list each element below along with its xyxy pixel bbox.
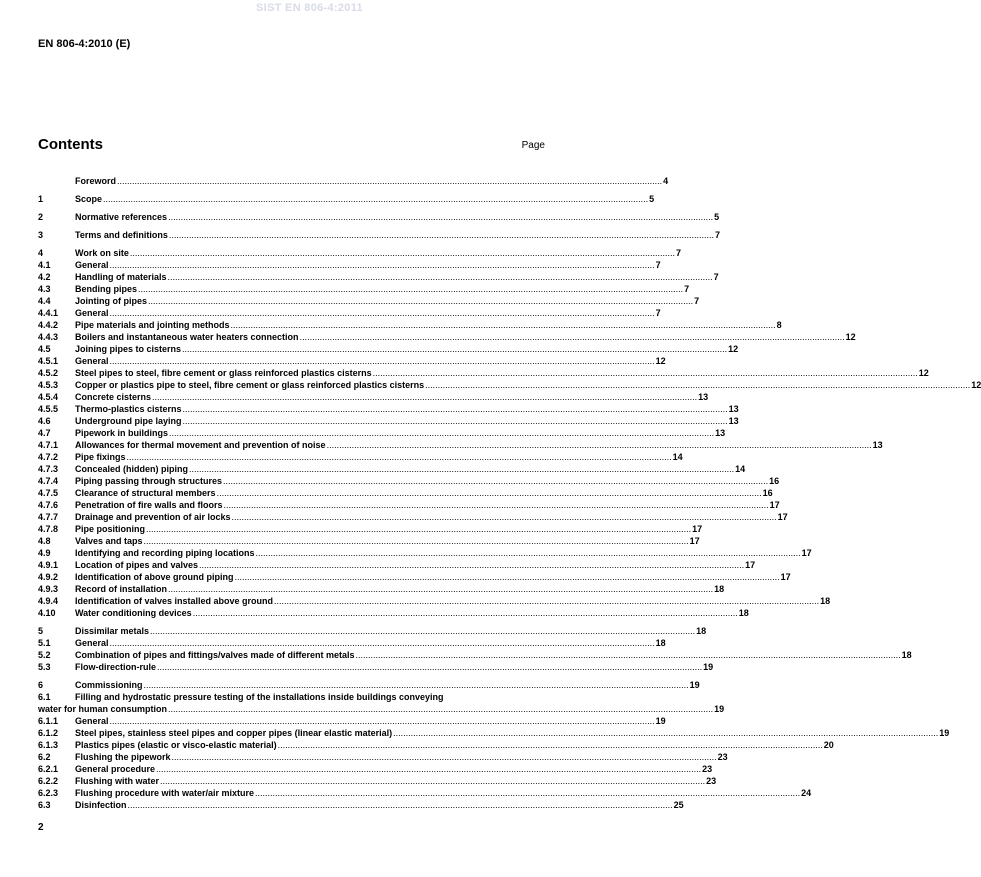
toc-entry[interactable] — [38, 595, 831, 607]
toc-entry-title: Scope — [75, 194, 103, 204]
toc-entry-number: 4.6 — [38, 416, 51, 426]
toc-entry-title: Foreword — [75, 176, 117, 186]
toc-entry-number: 4.2 — [38, 272, 51, 282]
toc-leader-dots: .......................................................................................................................................................................................................................... — [168, 212, 714, 222]
toc-entry-page: 18 — [820, 596, 831, 606]
toc-leader-dots: .......................................................................................................................................................................................................................... — [169, 428, 715, 438]
toc-entry[interactable] — [38, 799, 684, 811]
toc-entry-title: General — [75, 356, 109, 366]
toc-entry-number: 4.4.2 — [38, 320, 59, 330]
toc-entry-title: Thermo-plastics cisterns — [75, 404, 182, 414]
toc-entry-title: Identifying and recording piping locations — [75, 548, 255, 558]
toc-entry-page: 12 — [845, 332, 856, 342]
toc-leader-dots: .......................................................................................................................................................................................................................... — [148, 296, 694, 306]
toc-entry-title: Filling and hydrostatic pressure testing of the installations inside buildings conveying — [75, 692, 444, 702]
toc-leader-dots: .......................................................................................................................................................................................................................... — [182, 404, 728, 414]
toc-entry[interactable] — [38, 391, 709, 403]
toc-entry[interactable] — [38, 451, 683, 463]
toc-leader-dots: .......................................................................................................................................................................................................................... — [146, 524, 692, 534]
toc-entry-number: 4.4.3 — [38, 332, 59, 342]
toc-entry[interactable] — [38, 661, 714, 673]
toc-entry-title: Handling of materials — [75, 272, 167, 282]
toc-entry-title: Concrete cisterns — [75, 392, 152, 402]
toc-entry-page: 24 — [801, 788, 812, 798]
toc-entry-page: 18 — [738, 608, 749, 618]
toc-leader-dots: .......................................................................................................................................................................................................................... — [109, 260, 655, 270]
toc-entry[interactable] — [38, 547, 812, 559]
page-number: 2 — [38, 822, 44, 833]
toc-entry-title: Identification of valves installed above ground — [75, 596, 274, 606]
toc-entry[interactable] — [38, 649, 912, 661]
toc-entry-page: 13 — [872, 440, 883, 450]
toc-entry-page: 13 — [728, 416, 739, 426]
toc-entry-page: 14 — [672, 452, 683, 462]
toc-leader-dots: .......................................................................................................................................................................................................................... — [171, 752, 717, 762]
toc-entry-number: 4.7 — [38, 428, 51, 438]
toc-entry[interactable] — [38, 427, 726, 439]
toc-entry-title: Pipe materials and jointing methods — [75, 320, 230, 330]
toc-entry-title: water for human consumption — [38, 704, 168, 714]
toc-entry[interactable] — [38, 739, 834, 751]
toc-leader-dots: .......................................................................................................................................................................................................................... — [274, 596, 820, 606]
toc-entry-number: 4.9 — [38, 548, 51, 558]
toc-leader-dots: .......................................................................................................................................................................................................................... — [425, 380, 971, 390]
toc-entry[interactable] — [38, 439, 883, 451]
toc-leader-dots: .......................................................................................................................................................................................................................... — [255, 788, 801, 798]
toc-leader-dots: .......................................................................................................................................................................................................................... — [143, 536, 689, 546]
toc-entry-number: 4.7.7 — [38, 512, 59, 522]
toc-entry-number: 4.7.4 — [38, 476, 59, 486]
toc-entry[interactable] — [38, 343, 739, 355]
toc-entry-title: Plastics pipes (elastic or visco-elastic material) — [75, 740, 277, 750]
toc-entry-page: 4 — [663, 176, 669, 186]
toc-entry[interactable] — [38, 175, 669, 187]
toc-leader-dots: .......................................................................................................................................................................................................................... — [109, 356, 655, 366]
toc-entry-number: 4.9.3 — [38, 584, 59, 594]
toc-entry-number: 6.1.2 — [38, 728, 59, 738]
toc-leader-dots: .......................................................................................................................................................................................................................... — [231, 512, 777, 522]
toc-entry-title: General procedure — [75, 764, 156, 774]
toc-entry-title: Penetration of fire walls and floors — [75, 500, 223, 510]
toc-leader-dots: .......................................................................................................................................................................................................................... — [216, 488, 762, 498]
toc-leader-dots: .......................................................................................................................................................................................................................... — [168, 704, 714, 714]
toc-entry[interactable] — [38, 679, 700, 691]
toc-entry-number: 4.7.1 — [38, 440, 59, 450]
toc-entry-page: 23 — [702, 764, 713, 774]
toc-entry-page: 18 — [901, 650, 912, 660]
toc-leader-dots: .......................................................................................................................................................................................................................... — [138, 284, 684, 294]
toc-leader-dots: .......................................................................................................................................................................................................................... — [192, 608, 738, 618]
toc-entry-page: 20 — [823, 740, 834, 750]
toc-entry-page: 12 — [918, 368, 929, 378]
toc-entry-title: Identification of above ground piping — [75, 572, 234, 582]
toc-entry-title: Work on site — [75, 248, 129, 258]
toc-leader-dots: .......................................................................................................................................................................................................................... — [127, 800, 673, 810]
toc-entry-page: 19 — [939, 728, 950, 738]
toc-entry-title: Normative references — [75, 212, 168, 222]
toc-leader-dots: .......................................................................................................................................................................................................................... — [109, 638, 655, 648]
toc-entry-title: Clearance of structural members — [75, 488, 216, 498]
toc-entry-number: 4.7.8 — [38, 524, 59, 534]
toc-entry-page: 5 — [649, 194, 655, 204]
toc-entry[interactable] — [38, 283, 690, 295]
toc-entry-page: 19 — [655, 716, 666, 726]
toc-entry-number: 5 — [38, 626, 44, 636]
toc-leader-dots: .......................................................................................................................................................................................................................... — [157, 662, 703, 672]
toc-entry-number: 6.3 — [38, 800, 51, 810]
toc-entry-number: 4.7.2 — [38, 452, 59, 462]
toc-entry-number: 4.7.5 — [38, 488, 59, 498]
toc-entry-page: 17 — [780, 572, 791, 582]
toc-entry[interactable] — [38, 727, 950, 739]
toc-leader-dots: .......................................................................................................................................................................................................................... — [168, 584, 714, 594]
toc-entry-title: Underground pipe laying — [75, 416, 182, 426]
toc-entry[interactable] — [38, 463, 746, 475]
toc-entry-title: Disinfection — [75, 800, 127, 810]
toc-entry-page: 13 — [715, 428, 726, 438]
toc-entry-number: 5.3 — [38, 662, 51, 672]
toc-entry-number: 4.4.1 — [38, 308, 59, 318]
toc-entry-number: 6 — [38, 680, 44, 690]
toc-entry-title: Valves and taps — [75, 536, 143, 546]
toc-entry-number: 6.2 — [38, 752, 51, 762]
toc-leader-dots: .......................................................................................................................................................................................................................... — [103, 194, 649, 204]
toc-leader-dots: .......................................................................................................................................................................................................................... — [299, 332, 845, 342]
toc-leader-dots: .......................................................................................................................................................................................................................... — [234, 572, 780, 582]
toc-entry-number: 4.9.4 — [38, 596, 59, 606]
toc-entry[interactable] — [38, 247, 681, 259]
toc-entry[interactable] — [38, 229, 720, 241]
toc-leader-dots: .......................................................................................................................................................................................................................... — [355, 650, 901, 660]
toc-entry-page: 13 — [698, 392, 709, 402]
toc-entry-title: Joining pipes to cisterns — [75, 344, 182, 354]
toc-entry-number: 4.7.6 — [38, 500, 59, 510]
toc-entry[interactable] — [38, 307, 661, 319]
toc-entry-title: Record of installation — [75, 584, 168, 594]
toc-entry-page: 13 — [728, 404, 739, 414]
toc-leader-dots: .......................................................................................................................................................................................................................... — [152, 392, 698, 402]
toc-entry-page: 19 — [689, 680, 700, 690]
toc-entry-title: Drainage and prevention of air locks — [75, 512, 231, 522]
toc-entry[interactable] — [38, 211, 720, 223]
toc-entry[interactable] — [38, 523, 703, 535]
toc-entry-page: 18 — [655, 638, 666, 648]
toc-entry-title: Flow-direction-rule — [75, 662, 156, 672]
toc-entry-number: 6.1.1 — [38, 716, 59, 726]
toc-leader-dots: .......................................................................................................................................................................................................................... — [393, 728, 939, 738]
toc-entry-number: 4.10 — [38, 608, 56, 618]
document-id: EN 806-4:2010 (E) — [38, 38, 131, 50]
toc-entry-number: 4.5.4 — [38, 392, 59, 402]
page-column-label: Page — [521, 140, 545, 151]
toc-leader-dots: .......................................................................................................................................................................................................................... — [199, 560, 745, 570]
toc-leader-dots: .......................................................................................................................................................................................................................... — [109, 308, 655, 318]
toc-entry-title: Flushing with water — [75, 776, 160, 786]
toc-entry[interactable] — [38, 259, 661, 271]
toc-entry-number: 1 — [38, 194, 44, 204]
toc-entry-page: 7 — [694, 296, 700, 306]
toc-entry-number: 2 — [38, 212, 44, 222]
toc-leader-dots: .......................................................................................................................................................................................................................... — [326, 440, 872, 450]
toc-entry-title: Allowances for thermal movement and prevention of noise — [75, 440, 326, 450]
toc-entry-title: Terms and definitions — [75, 230, 168, 240]
toc-entry[interactable] — [38, 415, 739, 427]
toc-entry[interactable] — [38, 331, 856, 343]
toc-entry-title: Boilers and instantaneous water heaters connection — [75, 332, 299, 342]
toc-leader-dots: .......................................................................................................................................................................................................................... — [223, 500, 769, 510]
toc-entry[interactable] — [38, 583, 725, 595]
toc-leader-dots: .......................................................................................................................................................................................................................... — [160, 776, 706, 786]
toc-entry-number: 4.5.2 — [38, 368, 59, 378]
toc-entry-page: 23 — [706, 776, 717, 786]
toc-leader-dots: .......................................................................................................................................................................................................................... — [182, 344, 728, 354]
toc-leader-dots: .......................................................................................................................................................................................................................... — [167, 272, 713, 282]
toc-entry-number: 6.1.3 — [38, 740, 59, 750]
table-of-contents — [38, 175, 981, 811]
toc-entry[interactable] — [38, 703, 725, 715]
toc-entry-page: 12 — [728, 344, 739, 354]
toc-entry-page: 19 — [703, 662, 714, 672]
toc-entry-number: 6.2.1 — [38, 764, 59, 774]
toc-entry-title: Pipework in buildings — [75, 428, 169, 438]
toc-entry-page: 12 — [655, 356, 666, 366]
toc-leader-dots: .......................................................................................................................................................................................................................... — [143, 680, 689, 690]
toc-entry-number: 4.9.1 — [38, 560, 59, 570]
toc-entry-page: 17 — [801, 548, 812, 558]
toc-entry-page: 17 — [769, 500, 780, 510]
contents-title: Contents — [38, 136, 103, 153]
toc-entry-title: General — [75, 638, 109, 648]
toc-entry-number: 6.2.3 — [38, 788, 59, 798]
toc-entry[interactable] — [38, 775, 717, 787]
toc-entry-title: Pipe fixings — [75, 452, 126, 462]
toc-entry-page: 19 — [714, 704, 725, 714]
toc-entry[interactable] — [38, 193, 655, 205]
toc-entry[interactable] — [38, 607, 749, 619]
toc-entry-title: Dissimilar metals — [75, 626, 150, 636]
toc-entry[interactable] — [38, 715, 666, 727]
toc-leader-dots: .......................................................................................................................................................................................................................... — [129, 248, 675, 258]
toc-entry-title: Location of pipes and valves — [75, 560, 199, 570]
toc-entry-number: 4.5.5 — [38, 404, 59, 414]
toc-entry-page: 7 — [655, 308, 661, 318]
toc-entry-title: General — [75, 260, 109, 270]
toc-entry-number: 4 — [38, 248, 44, 258]
toc-entry-page: 7 — [675, 248, 681, 258]
toc-entry-number: 4.5 — [38, 344, 51, 354]
toc-entry-title: Steel pipes, stainless steel pipes and copper pipes (linear elastic material) — [75, 728, 393, 738]
toc-entry-page: 17 — [745, 560, 756, 570]
toc-entry-title: Jointing of pipes — [75, 296, 147, 306]
toc-entry-page: 12 — [971, 380, 981, 390]
toc-entry-page: 23 — [717, 752, 728, 762]
toc-entry-number: 5.2 — [38, 650, 51, 660]
toc-entry[interactable] — [38, 271, 719, 283]
toc-entry[interactable] — [38, 295, 700, 307]
toc-entry-title: General — [75, 308, 109, 318]
toc-entry-number: 4.8 — [38, 536, 51, 546]
toc-entry[interactable] — [38, 691, 545, 703]
toc-entry-title: Copper or plastics pipe to steel, fibre cement or glass reinforced plastics cisterns — [75, 380, 425, 390]
watermark: SIST EN 806-4:2011 — [256, 2, 363, 14]
toc-leader-dots: .......................................................................................................................................................................................................................... — [156, 764, 702, 774]
toc-entry-number: 6.2.2 — [38, 776, 59, 786]
toc-leader-dots: .......................................................................................................................................................................................................................... — [117, 176, 663, 186]
toc-entry[interactable] — [38, 355, 666, 367]
toc-entry-title: Piping passing through structures — [75, 476, 223, 486]
toc-entry-title: Flushing procedure with water/air mixture — [75, 788, 255, 798]
toc-entry[interactable] — [38, 559, 756, 571]
toc-entry[interactable] — [38, 319, 782, 331]
toc-entry-title: Steel pipes to steel, fibre cement or glass reinforced plastics cisterns — [75, 368, 372, 378]
toc-entry-number: 4.3 — [38, 284, 51, 294]
toc-entry-number: 4.7.3 — [38, 464, 59, 474]
toc-entry-page: 7 — [713, 272, 719, 282]
toc-entry-page: 5 — [714, 212, 720, 222]
toc-entry-page: 25 — [673, 800, 684, 810]
toc-entry-number: 5.1 — [38, 638, 51, 648]
toc-entry-number: 4.4 — [38, 296, 51, 306]
toc-entry-title: Pipe positioning — [75, 524, 145, 534]
toc-leader-dots: .......................................................................................................................................................................................................................... — [277, 740, 823, 750]
toc-entry[interactable] — [38, 475, 780, 487]
toc-entry[interactable] — [38, 637, 666, 649]
toc-entry-number: 4.5.1 — [38, 356, 59, 366]
toc-entry-page: 16 — [769, 476, 780, 486]
toc-entry-page: 17 — [777, 512, 788, 522]
toc-entry-number: 4.5.3 — [38, 380, 59, 390]
toc-entry[interactable] — [38, 379, 981, 391]
toc-entry[interactable] — [38, 499, 780, 511]
toc-entry-page: 7 — [684, 284, 690, 294]
toc-entry-number: 6.1 — [38, 692, 51, 702]
toc-entry-title: General — [75, 716, 109, 726]
toc-entry[interactable] — [38, 787, 812, 799]
toc-entry[interactable] — [38, 511, 788, 523]
toc-entry-page: 7 — [655, 260, 661, 270]
toc-entry-title: Water conditioning devices — [75, 608, 192, 618]
toc-leader-dots: .......................................................................................................................................................................................................................... — [168, 230, 714, 240]
toc-entry-page: 7 — [714, 230, 720, 240]
toc-entry[interactable] — [38, 403, 739, 415]
toc-leader-dots: .......................................................................................................................................................................................................................... — [109, 716, 655, 726]
toc-entry-number: 3 — [38, 230, 44, 240]
toc-entry-page: 16 — [762, 488, 773, 498]
toc-entry-title: Combination of pipes and fittings/valves made of different metals — [75, 650, 355, 660]
toc-entry[interactable] — [38, 487, 773, 499]
toc-entry-page: 17 — [692, 524, 703, 534]
toc-leader-dots: .......................................................................................................................................................................................................................... — [126, 452, 672, 462]
toc-entry-page: 17 — [689, 536, 700, 546]
toc-leader-dots: .......................................................................................................................................................................................................................... — [182, 416, 728, 426]
toc-entry[interactable] — [38, 751, 728, 763]
toc-entry-page: 8 — [776, 320, 782, 330]
toc-entry[interactable] — [38, 367, 929, 379]
toc-entry-title: Bending pipes — [75, 284, 138, 294]
toc-entry-page: 18 — [714, 584, 725, 594]
toc-leader-dots: .......................................................................................................................................................................................................................... — [255, 548, 801, 558]
toc-leader-dots: .......................................................................................................................................................................................................................... — [189, 464, 735, 474]
toc-entry[interactable] — [38, 571, 791, 583]
toc-entry-page: 18 — [696, 626, 707, 636]
toc-entry[interactable] — [38, 535, 700, 547]
toc-entry-title: Flushing the pipework — [75, 752, 171, 762]
toc-leader-dots: .......................................................................................................................................................................................................................... — [230, 320, 776, 330]
toc-entry-page: 14 — [735, 464, 746, 474]
toc-entry-number: 4.1 — [38, 260, 51, 270]
toc-entry[interactable] — [38, 625, 707, 637]
toc-entry-number: 4.9.2 — [38, 572, 59, 582]
toc-entry-title: Concealed (hidden) piping — [75, 464, 188, 474]
toc-entry[interactable] — [38, 763, 713, 775]
toc-leader-dots: .......................................................................................................................................................................................................................... — [372, 368, 918, 378]
toc-leader-dots: .......................................................................................................................................................................................................................... — [150, 626, 696, 636]
toc-leader-dots: .......................................................................................................................................................................................................................... — [223, 476, 769, 486]
toc-entry-title: Commissioning — [75, 680, 143, 690]
